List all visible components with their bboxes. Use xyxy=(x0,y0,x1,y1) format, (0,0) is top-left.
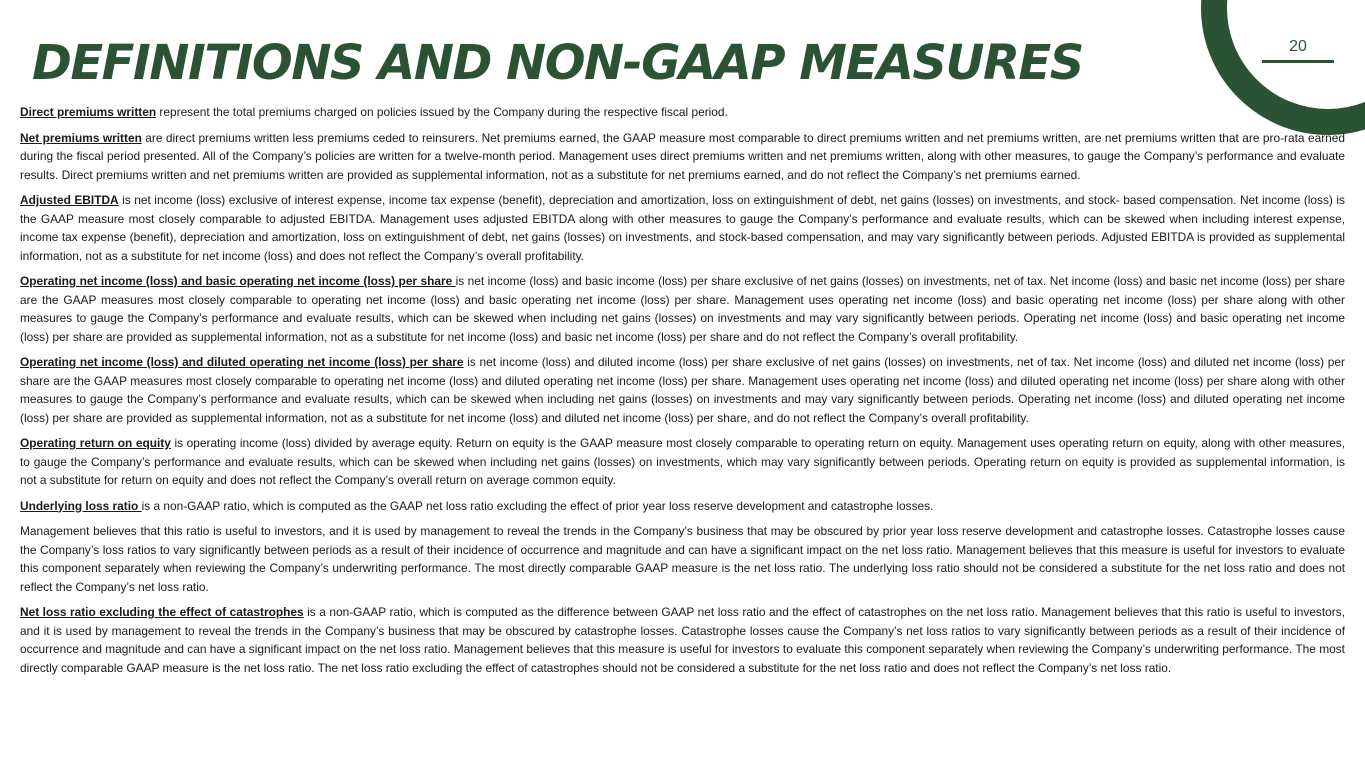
definition-text: is net income (loss) and basic income (loss) per share exclusive of net gains (losses) on investments, net of tax. Net income (loss) and basic net income (loss) per share are the GAAP measures most closely comparable to operating net income (loss) and basic operating net income (loss) per share. Management uses operating net income (loss) and basic operating net income (loss) per share along with other measures to gauge the Company’s performance and evaluate results, which can be skewed when including net gains (losses) on investments and may vary significantly between periods. Operating net income (loss) and basic operating net income (loss) per share are provided as supplemental information, not as a substitute for net income (loss) and basic net income (loss) per share and do not reflect the Company’s overall profitability. xyxy=(20,274,1345,344)
definition-diluted-operating-net-income xyxy=(20,353,1345,427)
definition-term: Net premiums written xyxy=(20,130,142,145)
definition-operating-return-on-equity xyxy=(20,434,1345,490)
underlying-loss-ratio-explanation xyxy=(20,522,1345,596)
definition-basic-operating-net-income xyxy=(20,272,1345,346)
definition-term: Operating net income (loss) and basic operating net income (loss) per share xyxy=(20,274,456,288)
definitions-body xyxy=(20,103,1345,684)
definition-term: Operating net income (loss) and diluted operating net income (loss) per share xyxy=(20,355,464,369)
page-title: DEFINITIONS AND NON-GAAP MEASURES xyxy=(32,35,1083,91)
definition-net-premiums-written xyxy=(20,129,1345,185)
definition-text: Management believes that this ratio is useful to investors, and it is used by management to reveal the trends in the Company’s business that may be obscured by prior year loss reserve development and catastrophe losses. Catastrophe losses cause the Company’s loss ratios to vary significantly between periods as a result of their incidence of occurrence and magnitude and can have a significant impact on the net loss ratio. Management believes that this measure is useful for investors to evaluate this component separately when reviewing the Company’s underwriting performance. The most directly comparable GAAP measure is the net loss ratio. The underlying loss ratio should not be considered a substitute for the net loss ratio and does not reflect the Company’s net loss ratio. xyxy=(20,524,1345,594)
page-number-underline xyxy=(1262,60,1334,63)
definition-term: Underlying loss ratio xyxy=(20,498,142,513)
definition-text: is net income (loss) exclusive of interest expense, income tax expense (benefit), depreciation and amortization, loss on extinguishment of debt, net gains (losses) on investments, and stock- based compensation. Net income (loss) is the GAAP measure most closely comparable to adjusted EBITDA. Management uses adjusted EBITDA along with other measures to gauge the Company’s performance and evaluate results, which can be skewed when including interest expense, income tax expense (benefit), depreciation and amortization, loss on extinguishment of debt, net gains (losses) on investments, and stock-based compensation, and may vary significantly between periods. Adjusted EBITDA is provided as supplemental information, not as a substitute for net income (loss) and does not reflect the Company’s overall profitability. xyxy=(20,193,1345,263)
definition-underlying-loss-ratio xyxy=(20,497,1345,516)
definition-term: Adjusted EBITDA xyxy=(20,193,119,207)
definition-net-loss-ratio-excluding-catastrophes xyxy=(20,603,1345,677)
definition-text: is a non-GAAP ratio, which is computed as the difference between GAAP net loss ratio and the effect of catastrophes on the net loss ratio. Management believes that this ratio is useful to investors, and it is used by management to reveal the trends in the Company’s business that may be obscured by catastrophe losses. Catastrophe losses cause the Company’s net loss ratios to vary significantly between periods as a result of their incidence of occurrence and magnitude and can have a significant impact on the net loss ratio. Management believes that this measure is useful for investors to evaluate this component separately when reviewing the Company’s underwriting performance. The most directly comparable GAAP measure is the net loss ratio. The net loss ratio excluding the effect of catastrophes should not be considered a substitute for the net loss ratio and does not reflect the Company’s net loss ratio. xyxy=(20,605,1345,675)
definition-text: represent the total premiums charged on policies issued by the Company during the respective fiscal period. xyxy=(156,105,728,119)
definition-adjusted-ebitda xyxy=(20,191,1345,265)
definition-term: Operating return on equity xyxy=(20,436,171,450)
definition-text: is a non-GAAP ratio, which is computed as the GAAP net loss ratio excluding the effect of prior year loss reserve development and catastrophe losses. xyxy=(141,498,934,513)
definition-term: Net loss ratio excluding the effect of catastrophes xyxy=(20,605,304,619)
definition-direct-premiums-written xyxy=(20,103,1345,122)
page-number: 20 xyxy=(1289,38,1307,55)
definition-text: is net income (loss) and diluted income (loss) per share exclusive of net gains (losses) on investments, net of tax. Net income (loss) and diluted net income (loss) per share are the GAAP measures most closely comparable to operating net income (loss) and diluted operating net income (loss) per share. Management uses operating net income (loss) and diluted operating net income (loss) per share along with other measures to gauge the Company’s performance and evaluate results, which can be skewed when including net gains (losses) on investments and may vary significantly between periods. Operating net income (loss) and diluted operating net income (loss) per share are provided as supplemental information, not as a substitute for net income (loss) and diluted net income (loss) per share, and do not reflect the Company’s overall profitability. xyxy=(20,355,1345,425)
definition-text: is operating income (loss) divided by average equity. Return on equity is the GAAP measure most closely comparable to operating return on equity. Management uses operating return on equity, along with other measures, to gauge the Company’s performance and evaluate results, which can be skewed when including net gains (losses) on investments, which may vary significantly between periods. Operating return on equity is provided as supplemental information, is not a substitute for return on equity and does not reflect the Company’s overall return on average common equity. xyxy=(20,436,1345,487)
definition-term: Direct premiums written xyxy=(20,105,157,119)
definition-text: are direct premiums written less premiums ceded to reinsurers. Net premiums earned, the GAAP measure most comparable to direct premiums written and net premiums written, are net premiums written that are pro-rata earned during the fiscal period presented. All of the Company’s policies are written for a twelve-month period. Management uses direct premiums written and net premiums written, along with other measures, to gauge the Company’s performance and evaluate results. Direct premiums written and net premiums written are provided as supplemental information, not as a substitute for net premiums earned, and do not reflect the Company’s net premiums earned. xyxy=(20,130,1346,182)
